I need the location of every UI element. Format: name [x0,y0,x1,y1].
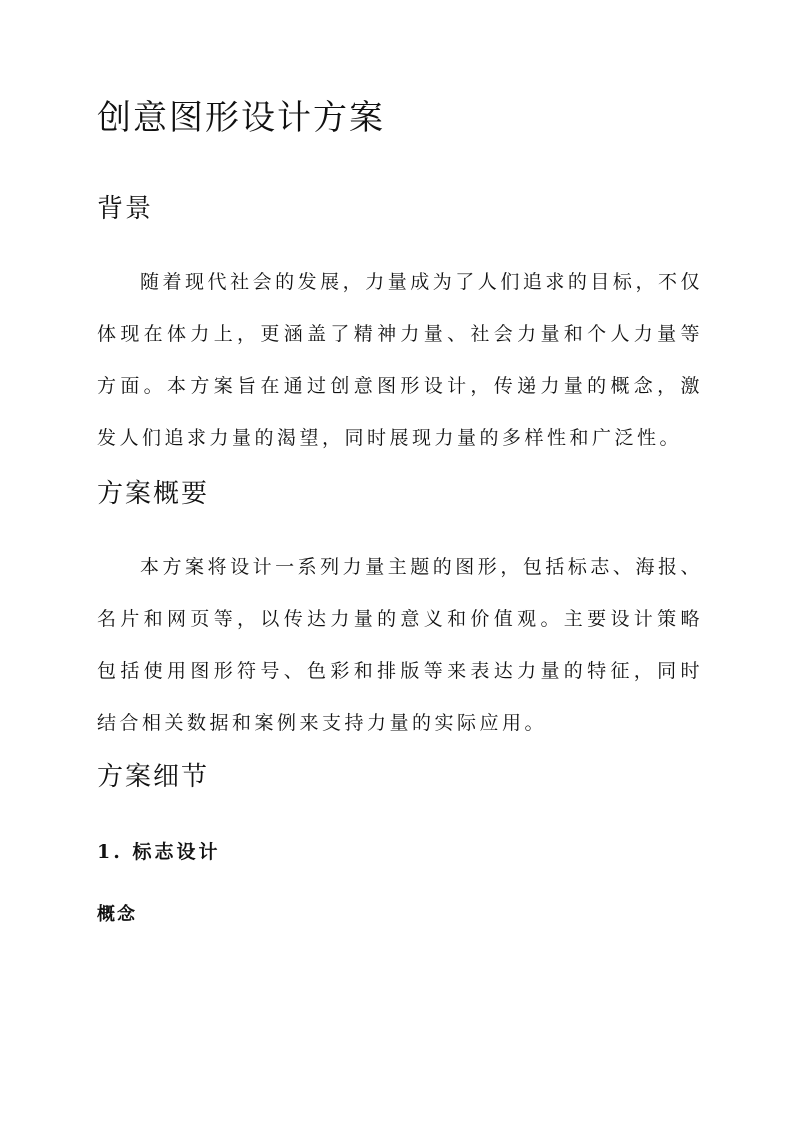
minor-heading-concept: 概念 [97,904,137,925]
section-heading-details: 方案细节 [97,762,210,792]
document-title: 创意图形设计方案 [97,98,385,138]
section-heading-overview: 方案概要 [97,479,210,509]
paragraph-overview: 本方案将设计一系列力量主题的图形，包括标志、海报、名片和网页等，以传达力量的意义和价值观。主要设计策略包括使用图形符号、色彩和排版等来表达力量的特征，同时结合相关数据和案例来支持力量的实际应用。 [97,556,703,734]
paragraph-background: 随着现代社会的发展，力量成为了人们追求的目标，不仅体现在体力上，更涵盖了精神力量、社会力量和个人力量等方面。本方案旨在通过创意图形设计，传递力量的概念，激发人们追求力量的渴望，同时展现力量的多样性和广泛性。 [97,271,703,449]
section-heading-background: 背景 [97,194,154,224]
subheading-logo-design: 1. 标志设计 [97,841,221,863]
